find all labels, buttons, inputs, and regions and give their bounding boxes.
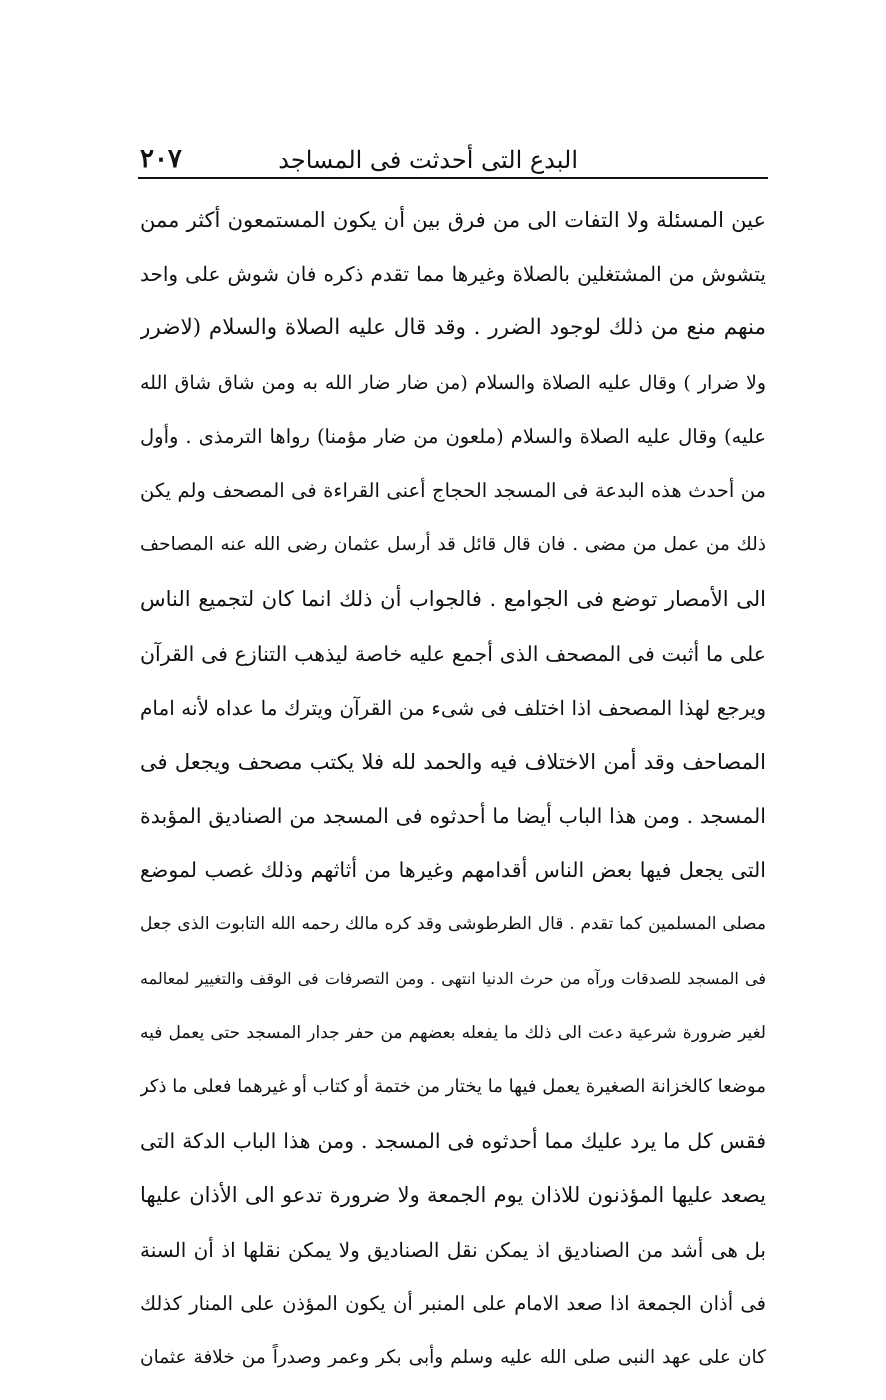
text-line: المصاحف وقد أمن الاختلاف فيه والحمد لله فلا يكتب مصحف ويجعل فى bbox=[140, 749, 766, 774]
page-number: ٢٠٧ bbox=[140, 144, 182, 174]
text-line: من أحدث هذه البدعة فى المسجد الحجاج أعنى القراءة فى المصحف ولم يكن bbox=[140, 478, 766, 502]
text-line: موضعا كالخزانة الصغيرة يعمل فيها ما يختار من ختمة أو كتاب أو غيرهما فعلى ما ذكر bbox=[140, 1076, 766, 1097]
text-line: المسجد . ومن هذا الباب أيضا ما أحدثوه فى المسجد من الصناديق المؤبدة bbox=[140, 804, 766, 829]
running-title: البدع التى أحدثت فى المساجد bbox=[278, 146, 578, 174]
text-line: عين المسئلة ولا التفات الى من فرق بين أن يكون المستمعون أكثر ممن bbox=[140, 208, 766, 232]
text-line: التى يجعل فيها بعض الناس أقدامهم وغيرها من أثاثهم وذلك غصب لموضع bbox=[140, 858, 766, 883]
text-line: ذلك من عمل من مضى . فان قال قائل قد أرسل عثمان رضى الله عنه المصاحف bbox=[140, 534, 766, 556]
text-line: فقس كل ما يرد عليك مما أحدثوه فى المسجد . ومن هذا الباب الدكة التى bbox=[140, 1129, 766, 1154]
text-line: ولا ضرار ) وقال عليه الصلاة والسلام (من ضار ضار الله به ومن شاق شاق الله bbox=[140, 371, 766, 394]
page-header bbox=[140, 128, 768, 172]
text-line: يصعد عليها المؤذنون للاذان يوم الجمعة ولا ضرورة تدعو الى الأذان عليها bbox=[140, 1183, 766, 1208]
text-line: ويرجع لهذا المصحف اذا اختلف فى شىء من القرآن ويترك ما عداه لأنه امام bbox=[140, 695, 766, 720]
text-line: كان على عهد النبى صلى الله عليه وسلم وأبى بكر وعمر وصدراً من خلافة عثمان bbox=[140, 1346, 766, 1368]
text-line: فى أذان الجمعة اذا صعد الامام على المنبر أن يكون المؤذن على المنار كذلك bbox=[140, 1291, 766, 1315]
body-text bbox=[140, 193, 766, 1385]
text-line: عليه) وقال عليه الصلاة والسلام (ملعون من ضار مؤمنا) رواها الترمذى . وأول bbox=[140, 424, 766, 448]
text-line: بل هى أشد من الصناديق اذ يمكن نقل الصناديق ولا يمكن نقلها اذ أن السنة bbox=[140, 1237, 766, 1262]
text-line: فى المسجد للصدقات ورآه من حرث الدنيا انتهى . ومن التصرفات فى الوقف والتغيير لمعالمه bbox=[140, 968, 766, 988]
header-rule bbox=[138, 177, 768, 179]
text-line: يتشوش من المشتغلين بالصلاة وغيرها مما تقدم ذكره فان شوش على واحد bbox=[140, 262, 766, 287]
text-line: منهم منع من ذلك لوجود الضرر . وقد قال عليه الصلاة والسلام (لاضرر bbox=[140, 315, 766, 341]
text-line: على ما أثبت فى المصحف الذى أجمع عليه خاصة ليذهب التنازع فى القرآن bbox=[140, 641, 766, 666]
text-line: مصلى المسلمين كما تقدم . قال الطرطوشى وقد كره مالك رحمه الله التابوت الذى جعل bbox=[140, 914, 766, 935]
text-line: لغير ضرورة شرعية دعت الى ذلك ما يفعله بعضهم من حفر جدار المسجد حتى يعمل فيه bbox=[140, 1022, 766, 1043]
text-line: الى الأمصار توضع فى الجوامع . فالجواب أن ذلك انما كان لتجميع الناس bbox=[140, 587, 766, 612]
